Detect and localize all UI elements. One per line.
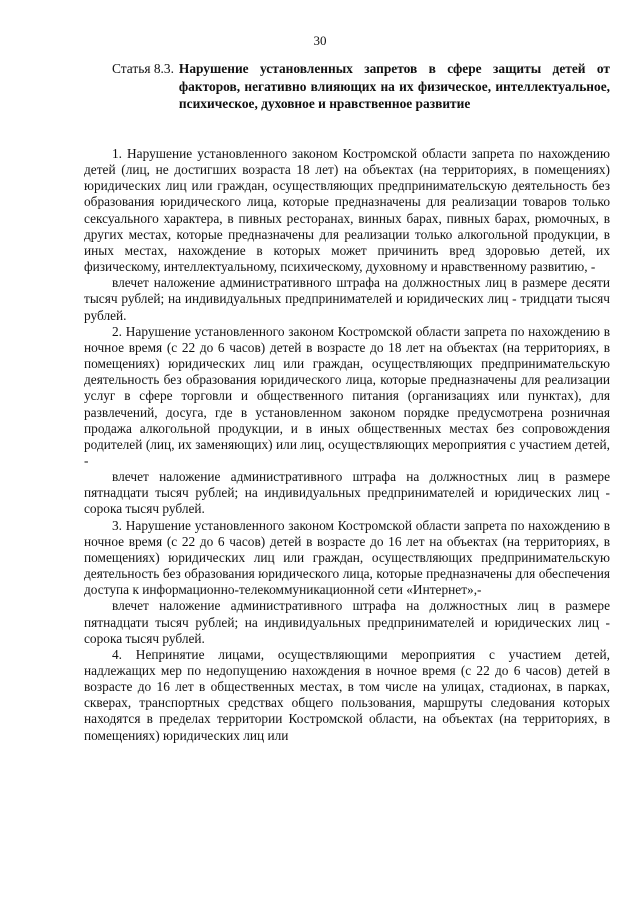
page-number: 30	[313, 33, 327, 48]
paragraph-2: 2. Нарушение установленного законом Костромской области запрета по нахождению в ночное время (с 22 до 6 часов) детей в возрасте до 18 лет на объектах (на территориях, в помещениях) юридических лиц или граждан, осуществляющих предпринимательскую деятельность без образования юридического лица, которые предназначены для реализации услуг в сфере торговли и общественного питания (организациях или пунктах), для развлечений, досуга, где в установленном законом порядке предусмотрена розничная продажа алкогольной продукции, и в иных общественных местах без сопровождения родителей (лиц, их заменяющих) или лиц, осуществляющих мероприятия с участием детей, -	[84, 323, 610, 468]
article-body	[84, 146, 610, 744]
paragraph-1: 1. Нарушение установленного законом Костромской области запрета по нахождению детей (лиц, не достигших возраста 18 лет) на объектах (на территориях, в помещениях) юридических лиц или граждан, осуществляющих предпринимательскую деятельность без образования юридического лица, которые предназначены для реализации товаров только сексуального характера, в пивных ресторанах, винных барах, пивных барах, рюмочных, в других местах, которые предназначены для реализации только алкогольной продукции, в иных местах, нахождение в которых может причинить вред здоровью детей, их физическому, интеллектуальному, психическому, духовному и нравственному развитию, -	[84, 146, 610, 275]
paragraph-penalty-3: влечет наложение административного штрафа на должностных лиц в размере пятнадцати тысяч рублей; на индивидуальных предпринимателей и юридических лиц - сорока тысяч рублей.	[84, 598, 610, 646]
paragraph-3: 3. Нарушение установленного законом Костромской области запрета по нахождению в ночное время (с 22 до 6 часов) детей в возрасте до 16 лет на объектах (на территориях, в помещениях) юридических лиц или граждан, осуществляющих предпринимательскую деятельность без образования юридического лица, которые предназначены для обеспечения доступа к информационно-телекоммуникационной сети «Интернет»,-	[84, 517, 610, 598]
article-heading	[112, 60, 610, 113]
paragraph-4: 4. Непринятие лицами, осуществляющими мероприятия с участием детей, надлежащих мер по недопущению нахождения в ночное время (с 22 до 6 часов) детей в возрасте до 16 лет в общественных местах, в том числе на улицах, стадионах, в парках, скверах, транспортных средствах общего пользования, маршруты следования которых находятся в пределах территории Костромской области, на объектах (на территориях, в помещениях) юридических лиц или	[84, 646, 610, 743]
article-title: Нарушение установленных запретов в сфере защиты детей от факторов, негативно влияющих на их физическое, интеллектуальное, психическое, духовное и нравственное развитие	[178, 61, 610, 111]
article-label: Статья 8.3.	[112, 61, 174, 76]
paragraph-penalty-2: влечет наложение административного штрафа на должностных лиц в размере пятнадцати тысяч рублей; на индивидуальных предпринимателей и юридических лиц - сорока тысяч рублей.	[84, 469, 610, 517]
paragraph-penalty-1: влечет наложение административного штрафа на должностных лиц в размере десяти тысяч рублей; на индивидуальных предпринимателей и юридических лиц - тридцати тысяч рублей.	[84, 275, 610, 323]
